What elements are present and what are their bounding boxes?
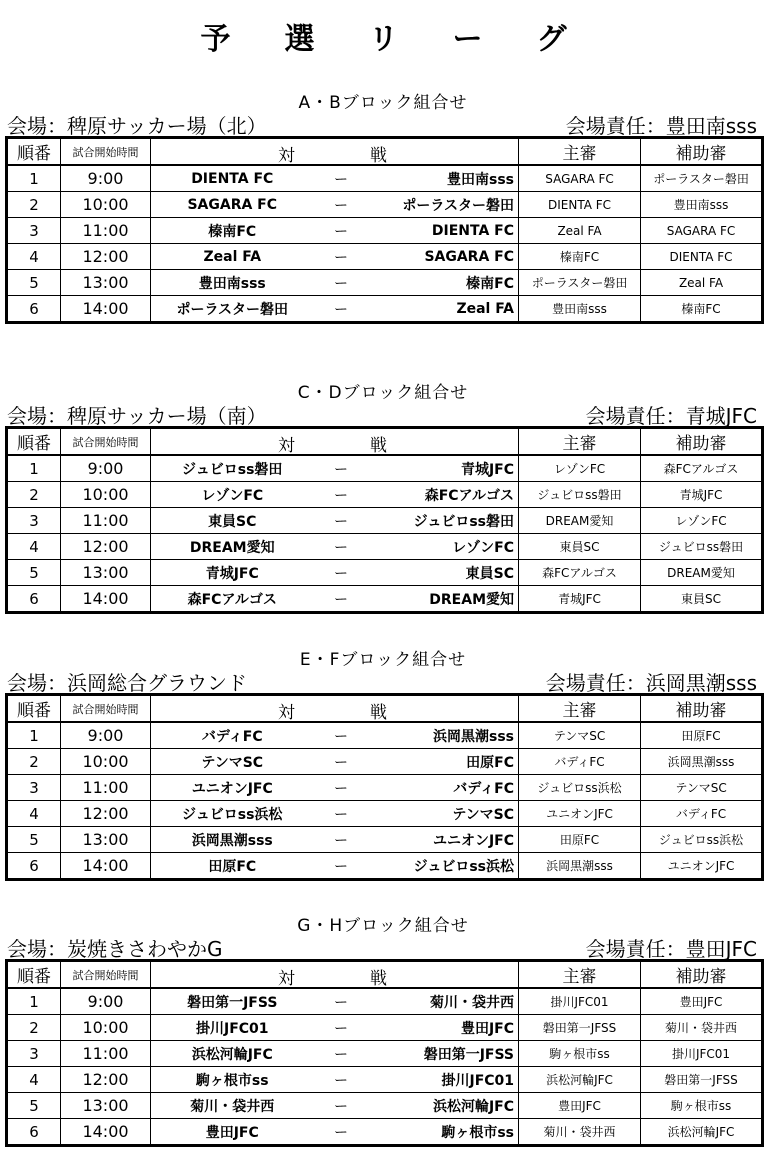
table-row: [7, 722, 763, 749]
table-row: [7, 1015, 763, 1041]
away-team: 青城JFC: [369, 455, 519, 482]
header-referee: 主審: [519, 138, 641, 166]
away-team: Zeal FA: [369, 296, 519, 323]
referee: Zeal FA: [519, 218, 641, 244]
header-no: 順番: [7, 961, 61, 989]
assistant-referee: 掛川JFC01: [641, 1041, 763, 1067]
referee: DREAM愛知: [519, 508, 641, 534]
away-team: 浜松河輪JFC: [369, 1093, 519, 1119]
assistant-referee: 磐田第一JFSS: [641, 1067, 763, 1093]
home-team: レゾンFC: [151, 482, 314, 508]
block-title: A・Bブロック組合せ: [298, 93, 468, 113]
assistant-referee: 青城JFC: [641, 482, 763, 508]
match-number: 2: [7, 192, 61, 218]
away-team: ジュビロss浜松: [369, 853, 519, 880]
away-team: 東員SC: [369, 560, 519, 586]
referee: 青城JFC: [519, 586, 641, 613]
kickoff-time: 11:00: [61, 508, 151, 534]
versus-dash: ー: [314, 482, 369, 508]
schedule-table: [5, 693, 764, 881]
versus-dash: ー: [314, 775, 369, 801]
kickoff-time: 10:00: [61, 749, 151, 775]
away-team: DIENTA FC: [369, 218, 519, 244]
header-match-vs2: 戦: [370, 703, 387, 722]
kickoff-time: 12:00: [61, 801, 151, 827]
header-referee: 主審: [519, 428, 641, 456]
referee: 浜松河輪JFC: [519, 1067, 641, 1093]
header-assistant-referee: 補助審: [641, 961, 763, 989]
referee: 豊田南sss: [519, 296, 641, 323]
away-team: 豊田JFC: [369, 1015, 519, 1041]
versus-dash: ー: [314, 586, 369, 613]
versus-dash: ー: [314, 1067, 369, 1093]
match-number: 1: [7, 165, 61, 192]
header-assistant-referee: 補助審: [641, 695, 763, 723]
match-number: 4: [7, 244, 61, 270]
table-header-row: [7, 428, 763, 456]
header-no: 順番: [7, 428, 61, 456]
referee: 駒ヶ根市ss: [519, 1041, 641, 1067]
assistant-referee: レゾンFC: [641, 508, 763, 534]
kickoff-time: 12:00: [61, 534, 151, 560]
match-number: 4: [7, 534, 61, 560]
header-time: 試合開始時間: [61, 695, 151, 723]
block-title: C・Dブロック組合せ: [297, 383, 469, 403]
kickoff-time: 10:00: [61, 1015, 151, 1041]
referee: ポーラスター磐田: [519, 270, 641, 296]
home-team: Zeal FA: [151, 244, 314, 270]
header-match-vs2: 戦: [370, 436, 387, 455]
table-row: [7, 801, 763, 827]
home-team: 駒ヶ根市ss: [151, 1067, 314, 1093]
header-time: 試合開始時間: [61, 428, 151, 456]
away-team: ジュビロss磐田: [369, 508, 519, 534]
match-number: 5: [7, 1093, 61, 1119]
home-team: 豊田JFC: [151, 1119, 314, 1146]
header-match-vs1: 対: [278, 969, 295, 988]
table-row: [7, 165, 763, 192]
header-match-vs2: 戦: [370, 146, 387, 165]
referee: 磐田第一JFSS: [519, 1015, 641, 1041]
venue-label: 会場：稗原サッカー場（北）: [7, 114, 267, 138]
referee: ジュビロss浜松: [519, 775, 641, 801]
referee: 掛川JFC01: [519, 988, 641, 1015]
table-row: [7, 508, 763, 534]
assistant-referee: テンマSC: [641, 775, 763, 801]
table-row: [7, 853, 763, 880]
header-no: 順番: [7, 695, 61, 723]
table-row: [7, 749, 763, 775]
assistant-referee: SAGARA FC: [641, 218, 763, 244]
table-row: [7, 218, 763, 244]
table-row: [7, 270, 763, 296]
assistant-referee: 浜岡黒潮sss: [641, 749, 763, 775]
away-team: ポーラスター磐田: [369, 192, 519, 218]
match-number: 6: [7, 1119, 61, 1146]
header-referee: 主審: [519, 695, 641, 723]
assistant-referee: DIENTA FC: [641, 244, 763, 270]
venue-label: 会場：炭焼きさわやかG: [7, 937, 223, 961]
assistant-referee: 菊川・袋井西: [641, 1015, 763, 1041]
away-team: 豊田南sss: [369, 165, 519, 192]
schedule-table: [5, 136, 764, 324]
home-team: 菊川・袋井西: [151, 1093, 314, 1119]
versus-dash: ー: [314, 508, 369, 534]
table-row: [7, 586, 763, 613]
versus-dash: ー: [314, 988, 369, 1015]
match-number: 1: [7, 988, 61, 1015]
page-title-char: グ: [536, 22, 567, 57]
header-match-vs1: 対: [278, 436, 295, 455]
schedule-table: [5, 959, 764, 1147]
schedule-table: [5, 426, 764, 614]
home-team: DIENTA FC: [151, 165, 314, 192]
kickoff-time: 10:00: [61, 192, 151, 218]
assistant-referee: 田原FC: [641, 722, 763, 749]
away-team: DREAM愛知: [369, 586, 519, 613]
block-title: G・Hブロック組合せ: [297, 916, 469, 936]
match-number: 6: [7, 296, 61, 323]
referee: ジュビロss磐田: [519, 482, 641, 508]
block-title: E・Fブロック組合せ: [299, 650, 467, 670]
home-team: ジュビロss浜松: [151, 801, 314, 827]
table-row: [7, 455, 763, 482]
match-number: 4: [7, 1067, 61, 1093]
assistant-referee: DREAM愛知: [641, 560, 763, 586]
versus-dash: ー: [314, 853, 369, 880]
kickoff-time: 14:00: [61, 853, 151, 880]
kickoff-time: 13:00: [61, 560, 151, 586]
referee: 豊田JFC: [519, 1093, 641, 1119]
table-header-row: [7, 961, 763, 989]
referee: 浜岡黒潮sss: [519, 853, 641, 880]
referee: 榛南FC: [519, 244, 641, 270]
away-team: 磐田第一JFSS: [369, 1041, 519, 1067]
assistant-referee: 駒ヶ根市ss: [641, 1093, 763, 1119]
away-team: 菊川・袋井西: [369, 988, 519, 1015]
away-team: テンマSC: [369, 801, 519, 827]
versus-dash: ー: [314, 749, 369, 775]
versus-dash: ー: [314, 1119, 369, 1146]
header-match-vs2: 戦: [370, 969, 387, 988]
referee: 菊川・袋井西: [519, 1119, 641, 1146]
table-row: [7, 775, 763, 801]
home-team: 東員SC: [151, 508, 314, 534]
match-number: 3: [7, 1041, 61, 1067]
kickoff-time: 11:00: [61, 218, 151, 244]
match-number: 4: [7, 801, 61, 827]
home-team: 掛川JFC01: [151, 1015, 314, 1041]
venue-responsible-label: 会場責任：豊田JFC: [585, 937, 757, 961]
assistant-referee: ポーラスター磐田: [641, 165, 763, 192]
match-number: 1: [7, 455, 61, 482]
header-match: [151, 428, 519, 456]
versus-dash: ー: [314, 244, 369, 270]
page-title-char: リ: [368, 22, 399, 57]
assistant-referee: 榛南FC: [641, 296, 763, 323]
referee: バディFC: [519, 749, 641, 775]
kickoff-time: 11:00: [61, 775, 151, 801]
table-row: [7, 1041, 763, 1067]
table-row: [7, 482, 763, 508]
match-number: 3: [7, 508, 61, 534]
home-team: 青城JFC: [151, 560, 314, 586]
referee: レゾンFC: [519, 455, 641, 482]
away-team: SAGARA FC: [369, 244, 519, 270]
home-team: バディFC: [151, 722, 314, 749]
header-match-vs1: 対: [278, 146, 295, 165]
header-match-vs1: 対: [278, 703, 295, 722]
match-number: 2: [7, 482, 61, 508]
assistant-referee: ジュビロss浜松: [641, 827, 763, 853]
assistant-referee: 豊田南sss: [641, 192, 763, 218]
match-number: 3: [7, 218, 61, 244]
versus-dash: ー: [314, 534, 369, 560]
versus-dash: ー: [314, 296, 369, 323]
home-team: 浜岡黒潮sss: [151, 827, 314, 853]
home-team: 榛南FC: [151, 218, 314, 244]
table-row: [7, 192, 763, 218]
home-team: テンマSC: [151, 749, 314, 775]
table-row: [7, 560, 763, 586]
table-row: [7, 244, 763, 270]
assistant-referee: バディFC: [641, 801, 763, 827]
match-number: 6: [7, 586, 61, 613]
header-match: [151, 961, 519, 989]
kickoff-time: 10:00: [61, 482, 151, 508]
assistant-referee: 浜松河輪JFC: [641, 1119, 763, 1146]
header-assistant-referee: 補助審: [641, 138, 763, 166]
referee: ユニオンJFC: [519, 801, 641, 827]
versus-dash: ー: [314, 165, 369, 192]
versus-dash: ー: [314, 218, 369, 244]
kickoff-time: 14:00: [61, 586, 151, 613]
header-time: 試合開始時間: [61, 138, 151, 166]
referee: SAGARA FC: [519, 165, 641, 192]
versus-dash: ー: [314, 192, 369, 218]
header-no: 順番: [7, 138, 61, 166]
away-team: バディFC: [369, 775, 519, 801]
away-team: ユニオンJFC: [369, 827, 519, 853]
match-number: 5: [7, 560, 61, 586]
home-team: DREAM愛知: [151, 534, 314, 560]
table-row: [7, 1119, 763, 1146]
kickoff-time: 12:00: [61, 1067, 151, 1093]
page-title-char: 選: [284, 22, 315, 57]
page-title-char: ー: [452, 22, 483, 57]
home-team: 磐田第一JFSS: [151, 988, 314, 1015]
assistant-referee: ユニオンJFC: [641, 853, 763, 880]
header-referee: 主審: [519, 961, 641, 989]
match-number: 5: [7, 270, 61, 296]
assistant-referee: 森FCアルゴス: [641, 455, 763, 482]
venue-label: 会場：浜岡総合グラウンド: [7, 671, 247, 695]
page-title: [0, 14, 767, 58]
table-row: [7, 988, 763, 1015]
home-team: SAGARA FC: [151, 192, 314, 218]
versus-dash: ー: [314, 455, 369, 482]
kickoff-time: 13:00: [61, 827, 151, 853]
away-team: 田原FC: [369, 749, 519, 775]
match-number: 6: [7, 853, 61, 880]
kickoff-time: 13:00: [61, 270, 151, 296]
header-time: 試合開始時間: [61, 961, 151, 989]
table-row: [7, 296, 763, 323]
kickoff-time: 11:00: [61, 1041, 151, 1067]
venue-responsible-label: 会場責任：浜岡黒潮sss: [545, 671, 757, 695]
kickoff-time: 9:00: [61, 722, 151, 749]
header-match: [151, 695, 519, 723]
table-row: [7, 827, 763, 853]
assistant-referee: 東員SC: [641, 586, 763, 613]
assistant-referee: Zeal FA: [641, 270, 763, 296]
referee: 田原FC: [519, 827, 641, 853]
table-row: [7, 534, 763, 560]
table-row: [7, 1093, 763, 1119]
page-title-char: 予: [200, 22, 231, 57]
away-team: 掛川JFC01: [369, 1067, 519, 1093]
match-number: 2: [7, 749, 61, 775]
table-header-row: [7, 695, 763, 723]
referee: テンマSC: [519, 722, 641, 749]
referee: DIENTA FC: [519, 192, 641, 218]
away-team: レゾンFC: [369, 534, 519, 560]
match-number: 1: [7, 722, 61, 749]
away-team: 浜岡黒潮sss: [369, 722, 519, 749]
home-team: ジュビロss磐田: [151, 455, 314, 482]
kickoff-time: 14:00: [61, 296, 151, 323]
home-team: ポーラスター磐田: [151, 296, 314, 323]
venue-responsible-label: 会場責任：豊田南sss: [565, 114, 757, 138]
versus-dash: ー: [314, 801, 369, 827]
venue-label: 会場：稗原サッカー場（南）: [7, 404, 267, 428]
home-team: ユニオンJFC: [151, 775, 314, 801]
match-number: 2: [7, 1015, 61, 1041]
referee: 森FCアルゴス: [519, 560, 641, 586]
home-team: 森FCアルゴス: [151, 586, 314, 613]
match-number: 3: [7, 775, 61, 801]
assistant-referee: ジュビロss磐田: [641, 534, 763, 560]
away-team: 駒ヶ根市ss: [369, 1119, 519, 1146]
table-header-row: [7, 138, 763, 166]
header-match: [151, 138, 519, 166]
versus-dash: ー: [314, 722, 369, 749]
kickoff-time: 12:00: [61, 244, 151, 270]
table-row: [7, 1067, 763, 1093]
kickoff-time: 9:00: [61, 455, 151, 482]
kickoff-time: 9:00: [61, 988, 151, 1015]
away-team: 榛南FC: [369, 270, 519, 296]
assistant-referee: 豊田JFC: [641, 988, 763, 1015]
kickoff-time: 13:00: [61, 1093, 151, 1119]
referee: 東員SC: [519, 534, 641, 560]
versus-dash: ー: [314, 1041, 369, 1067]
away-team: 森FCアルゴス: [369, 482, 519, 508]
home-team: 田原FC: [151, 853, 314, 880]
versus-dash: ー: [314, 1015, 369, 1041]
match-number: 5: [7, 827, 61, 853]
header-assistant-referee: 補助審: [641, 428, 763, 456]
versus-dash: ー: [314, 560, 369, 586]
versus-dash: ー: [314, 270, 369, 296]
home-team: 豊田南sss: [151, 270, 314, 296]
versus-dash: ー: [314, 827, 369, 853]
kickoff-time: 14:00: [61, 1119, 151, 1146]
versus-dash: ー: [314, 1093, 369, 1119]
kickoff-time: 9:00: [61, 165, 151, 192]
venue-responsible-label: 会場責任：青城JFC: [585, 404, 757, 428]
home-team: 浜松河輪JFC: [151, 1041, 314, 1067]
